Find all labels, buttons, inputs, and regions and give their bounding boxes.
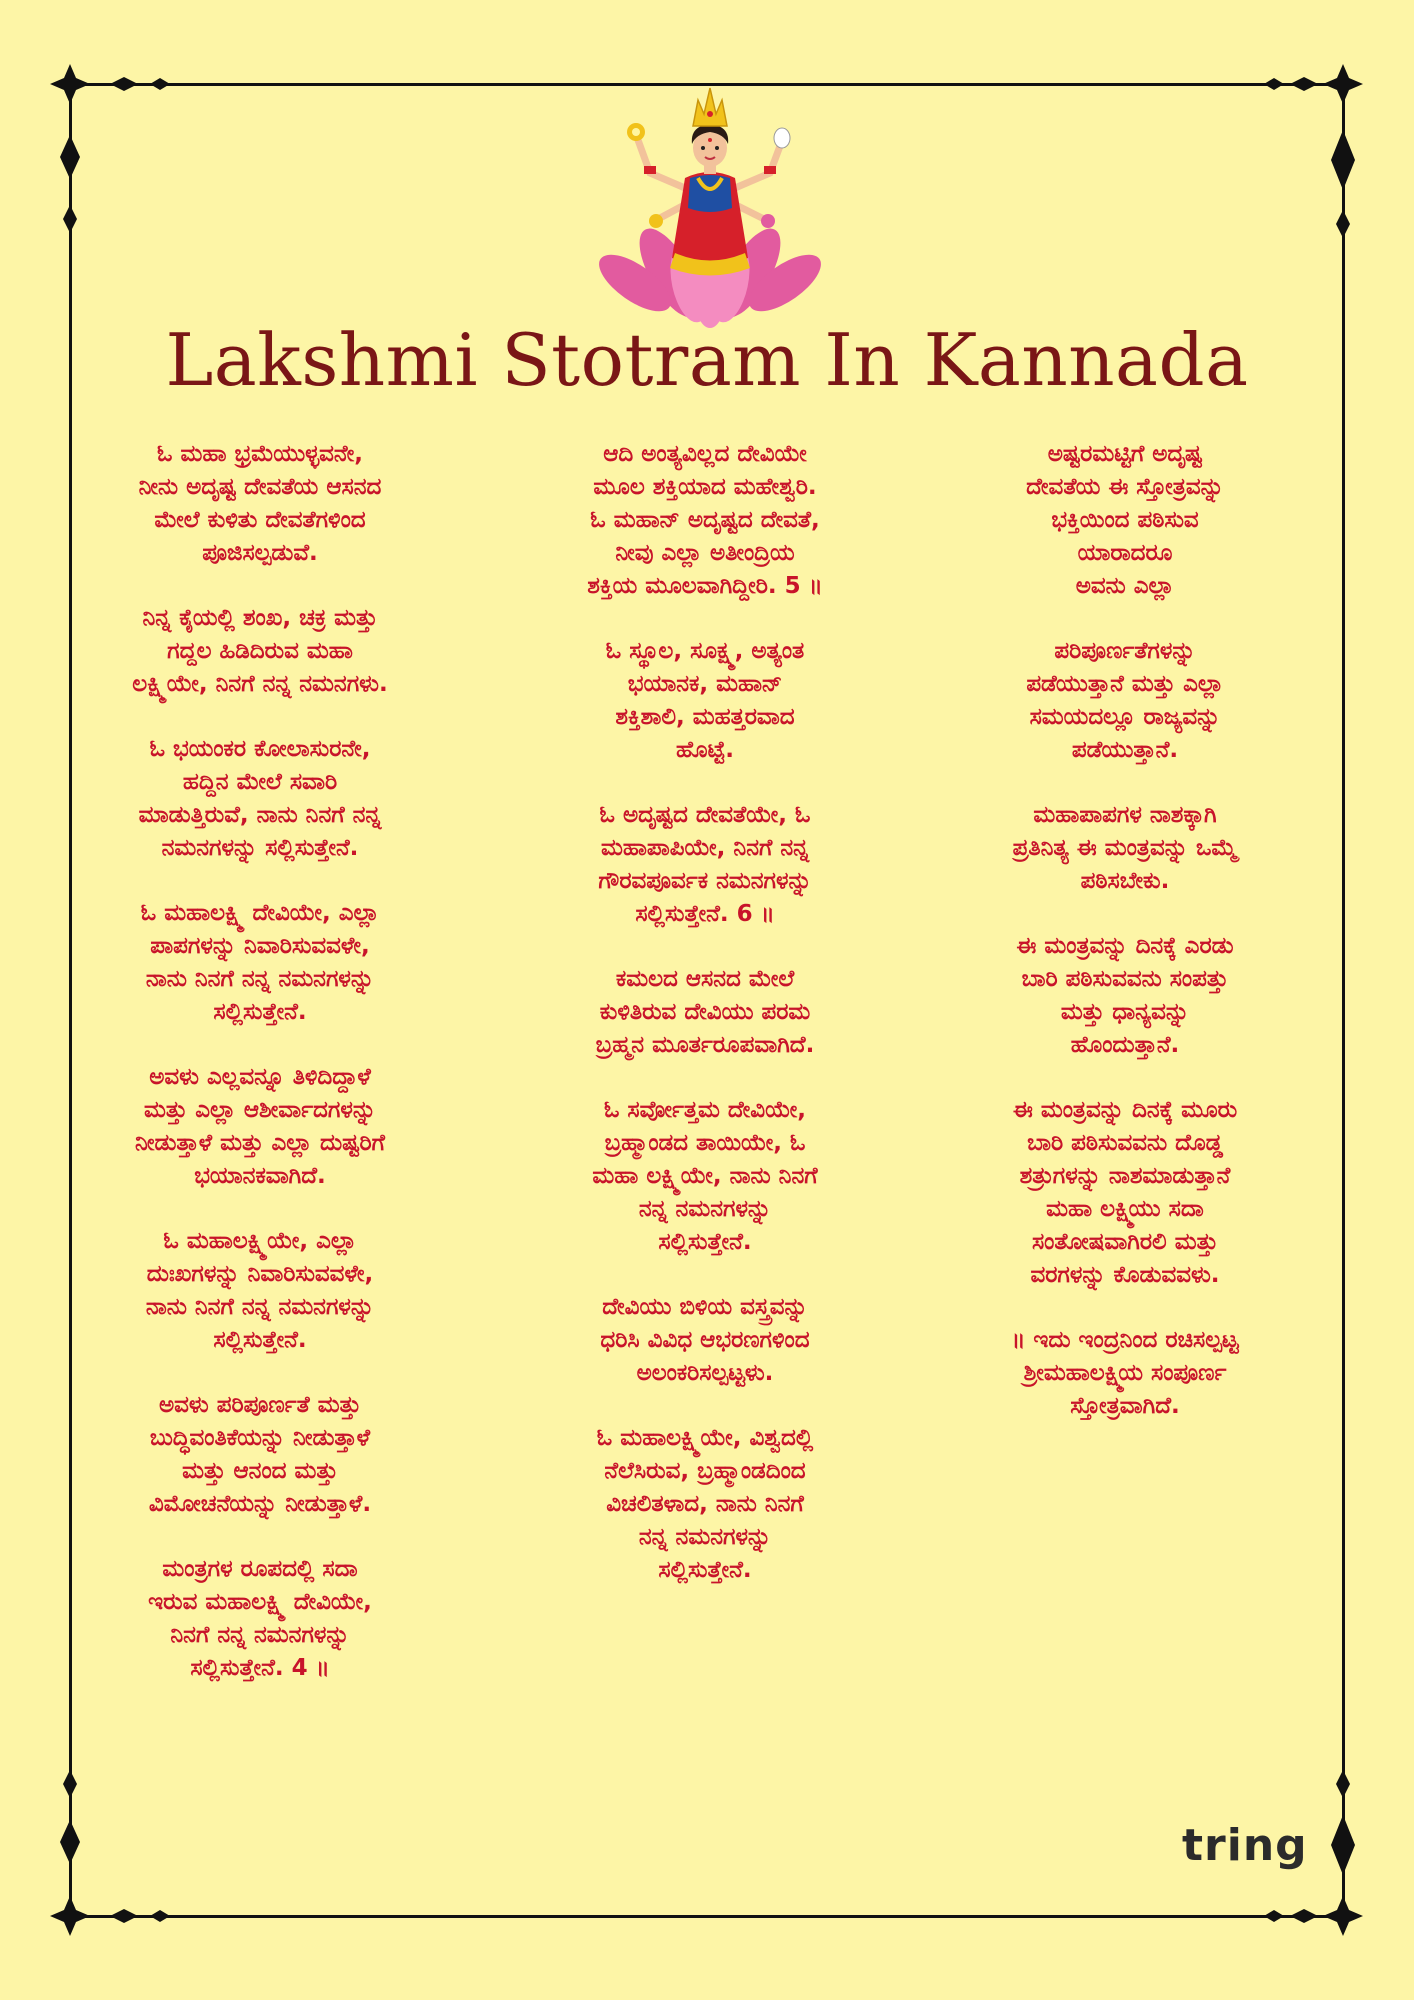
verse: ಓ ಮಹಾಲಕ್ಷ್ಮಿ ದೇವಿಯೇ, ಎಲ್ಲಾ ಪಾಪಗಳನ್ನು ನಿವಾರಿಸುವವಳೇ, ನಾನು ನಿನಗೆ ನನ್ನ ನಮನಗಳನ್ನು ಸಲ್ಲಿಸುತ್ತೇನೆ. bbox=[140, 900, 380, 1025]
verse: ದೇವಿಯು ಬಿಳಿಯ ವಸ್ತ್ರವನ್ನು ಧರಿಸಿ ವಿವಿಧ ಆಭರಣಗಳಿಂದ ಅಲಂಕರಿಸಲ್ಪಟ್ಟಳು. bbox=[600, 1294, 810, 1386]
brand-logo: tring bbox=[1182, 1820, 1308, 1871]
verse: ಅವಳು ಎಲ್ಲವನ್ನೂ ತಿಳಿದಿದ್ದಾಳೆ ಮತ್ತು ಎಲ್ಲಾ ಆಶೀರ್ವಾದಗಳನ್ನು ನೀಡುತ್ತಾಳೆ ಮತ್ತು ಎಲ್ಲಾ ದುಷ್ಟರಿಗೆ ಭಯಾನಕವಾಗಿದೆ. bbox=[135, 1064, 385, 1189]
verse: ಈ ಮಂತ್ರವನ್ನು ದಿನಕ್ಕೆ ಎರಡು ಬಾರಿ ಪಠಿಸುವವನು ಸಂಪತ್ತು ಮತ್ತು ಧಾನ್ಯವನ್ನು ಹೊಂದುತ್ತಾನೆ. bbox=[1016, 933, 1234, 1058]
verse: ಮಹಾಪಾಪಗಳ ನಾಶಕ್ಕಾಗಿ ಪ್ರತಿನಿತ್ಯ ಈ ಮಂತ್ರವನ್ನು ಒಮ್ಮೆ ಪಠಿಸಬೇಕು. bbox=[1012, 802, 1238, 894]
verse: ಓ ಸ್ಥೂಲ, ಸೂಕ್ಷ್ಮ, ಅತ್ಯಂತ ಭಯಾನಕ, ಮಹಾನ್ ಶಕ್ತಿಶಾಲಿ, ಮಹತ್ತರವಾದ ಹೊಟ್ಟೆ. bbox=[605, 638, 805, 763]
verse: ಅವಳು ಪರಿಪೂರ್ಣತೆ ಮತ್ತು ಬುದ್ಧಿವಂತಿಕೆಯನ್ನು ನೀಡುತ್ತಾಳೆ ಮತ್ತು ಆನಂದ ಮತ್ತು ವಿಮೋಚನೆಯನ್ನು ನೀಡುತ್ತಾಳೆ. bbox=[148, 1392, 372, 1517]
verse: ಓ ಮಹಾಲಕ್ಷ್ಮಿಯೇ, ಎಲ್ಲಾ ದುಃಖಗಳನ್ನು ನಿವಾರಿಸುವವಳೇ, ನಾನು ನಿನಗೆ ನನ್ನ ನಮನಗಳನ್ನು ಸಲ್ಲಿಸುತ್ತೇನೆ. bbox=[145, 1228, 375, 1353]
verse: ಓ ಭಯಂಕರ ಕೋಲಾಸುರನೇ, ಹದ್ದಿನ ಮೇಲೆ ಸವಾರಿ ಮಾಡುತ್ತಿರುವೆ, ನಾನು ನಿನಗೆ ನನ್ನ ನಮನಗಳನ್ನು ಸಲ್ಲಿಸುತ್ತೇನೆ. bbox=[138, 736, 382, 861]
verse-column-right bbox=[925, 438, 1325, 1455]
verse: ಆದಿ ಅಂತ್ಯವಿಲ್ಲದ ದೇವಿಯೇ ಮೂಲ ಶಕ್ತಿಯಾದ ಮಹೇಶ್ವರಿ. ಓ ಮಹಾನ್ ಅದೃಷ್ಟದ ದೇವತೆ, ನೀವು ಎಲ್ಲಾ ಅತೀಂದ್ರಿಯ ಶಕ್ತಿಯ ಮೂಲವಾಗಿದ್ದೀರಿ. 5 ॥ bbox=[587, 441, 823, 599]
verse: ಓ ಮಹಾಲಕ್ಷ್ಮಿಯೇ, ವಿಶ್ವದಲ್ಲಿ ನೆಲೆಸಿರುವ, ಬ್ರಹ್ಮಾಂಡದಿಂದ ವಿಚಲಿತಳಾದ, ನಾನು ನಿನಗೆ ನನ್ನ ನಮನಗಳನ್ನು ಸಲ್ಲಿಸುತ್ತೇನೆ. bbox=[596, 1425, 814, 1583]
verse: ಪರಿಪೂರ್ಣತೆಗಳನ್ನು ಪಡೆಯುತ್ತಾನೆ ಮತ್ತು ಎಲ್ಲಾ ಸಮಯದಲ್ಲೂ ರಾಜ್ಯವನ್ನು ಪಡೆಯುತ್ತಾನೆ. bbox=[1026, 638, 1224, 763]
page-title: Lakshmi Stotram In Kannada bbox=[165, 318, 1249, 402]
verse: ಅಷ್ಟರಮಟ್ಟಿಗೆ ಅದೃಷ್ಟ ದೇವತೆಯ ಈ ಸ್ತೋತ್ರವನ್ನು ಭಕ್ತಿಯಿಂದ ಪಠಿಸುವ ಯಾರಾದರೂ ಅವನು ಎಲ್ಲಾ bbox=[1026, 441, 1224, 599]
verse: ಈ ಮಂತ್ರವನ್ನು ದಿನಕ್ಕೆ ಮೂರು ಬಾರಿ ಪಠಿಸುವವನು ದೊಡ್ಡ ಶತ್ರುಗಳನ್ನು ನಾಶಮಾಡುತ್ತಾನೆ ಮಹಾ ಲಕ್ಷ್ಮಿಯು ಸದಾ ಸಂತೋಷವಾಗಿರಲಿ ಮತ್ತು ವರಗಳನ್ನು ಕೊಡುವವಳು. bbox=[1012, 1097, 1238, 1288]
verse: ಓ ಮಹಾ ಭ್ರಮೆಯುಳ್ಳವನೇ, ನೀನು ಅದೃಷ್ಟ ದೇವತೆಯ ಆಸನದ ಮೇಲೆ ಕುಳಿತು ದೇವತೆಗಳಿಂದ ಪೂಜಿಸಲ್ಪಡುವೆ. bbox=[138, 441, 382, 566]
verse-column-left bbox=[60, 438, 460, 1717]
verse: ಓ ಸರ್ವೋತ್ತಮ ದೇವಿಯೇ, ಬ್ರಹ್ಮಾಂಡದ ತಾಯಿಯೇ, ಓ ಮಹಾ ಲಕ್ಷ್ಮಿಯೇ, ನಾನು ನಿನಗೆ ನನ್ನ ನಮನಗಳನ್ನು ಸಲ್ಲಿಸುತ್ತೇನೆ. bbox=[592, 1097, 818, 1255]
verse: ಮಂತ್ರಗಳ ರೂಪದಲ್ಲಿ ಸದಾ ಇರುವ ಮಹಾಲಕ್ಷ್ಮಿ ದೇವಿಯೇ, ನಿನಗೆ ನನ್ನ ನಮನಗಳನ್ನು ಸಲ್ಲಿಸುತ್ತೇನೆ. 4 ॥ bbox=[148, 1556, 372, 1681]
goddess-lakshmi-on-lotus-icon bbox=[590, 78, 830, 330]
verse: ನಿನ್ನ ಕೈಯಲ್ಲಿ ಶಂಖ, ಚಕ್ರ ಮತ್ತು ಗದ್ದಲ ಹಿಡಿದಿರುವ ಮಹಾ ಲಕ್ಷ್ಮಿಯೇ, ನಿನಗೆ ನನ್ನ ನಮನಗಳು. bbox=[132, 605, 388, 697]
verse: ॥ ಇದು ಇಂದ್ರನಿಂದ ರಚಿಸಲ್ಪಟ್ಟ ಶ್ರೀಮಹಾಲಕ್ಷ್ಮಿಯ ಸಂಪೂರ್ಣ ಸ್ತೋತ್ರವಾಗಿದೆ. bbox=[1011, 1327, 1239, 1419]
verse-column-middle bbox=[505, 438, 905, 1619]
verse: ಕಮಲದ ಆಸನದ ಮೇಲೆ ಕುಳಿತಿರುವ ದೇವಿಯು ಪರಮ ಬ್ರಹ್ಮನ ಮೂರ್ತರೂಪವಾಗಿದೆ. bbox=[595, 966, 815, 1058]
verse: ಓ ಅದೃಷ್ಟದ ದೇವತೆಯೇ, ಓ ಮಹಾಪಾಪಿಯೇ, ನಿನಗೆ ನನ್ನ ಗೌರವಪೂರ್ವಕ ನಮನಗಳನ್ನು ಸಲ್ಲಿಸುತ್ತೇನೆ. 6 ॥ bbox=[598, 802, 812, 927]
